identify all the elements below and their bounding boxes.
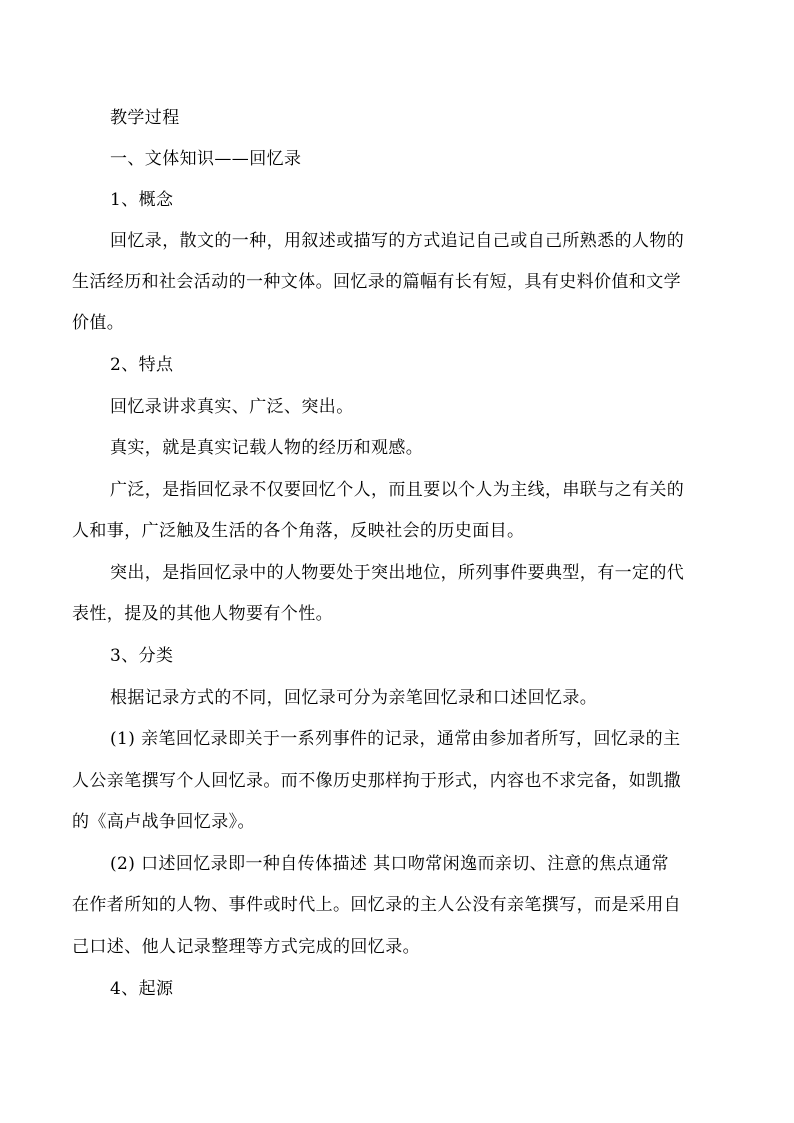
classification-para3-line1: (2) 口述回忆录即一种自传体描述 其口吻常闲逸而亲切、注意的焦点通常 <box>110 854 669 874</box>
classification-para1: 根据记录方式的不同，回忆录可分为亲笔回忆录和口述回忆录。 <box>110 688 598 708</box>
features-para3-line2: 人和事，广泛触及生活的各个角落，反映社会的历史面目。 <box>72 521 525 541</box>
item1-title: 1、概念 <box>110 190 174 210</box>
features-para1: 回忆录讲求真实、广泛、突出。 <box>110 397 354 417</box>
concept-para-line2: 生活经历和社会活动的一种文体。回忆录的篇幅有长有短，具有史料价值和文学 <box>72 272 681 292</box>
features-para4-line1: 突出，是指回忆录中的人物要处于突出地位，所列事件要典型，有一定的代 <box>110 563 685 583</box>
features-para2: 真实，就是真实记载人物的经历和观感。 <box>110 438 424 458</box>
item3-title: 3、分类 <box>110 646 174 666</box>
classification-para3-line2: 在作者所知的人物、事件或时代上。回忆录的主人公没有亲笔撰写，而是采用自 <box>72 895 681 915</box>
section-title: 一、文体知识——回忆录 <box>110 149 302 169</box>
classification-para2-line1: (1) 亲笔回忆录即关于一系列事件的记录，通常由参加者所写，回忆录的主 <box>110 729 681 749</box>
features-para3-line1: 广泛，是指回忆录不仅要回忆个人，而且要以个人为主线，串联与之有关的 <box>110 480 685 500</box>
item2-title: 2、特点 <box>110 355 174 375</box>
concept-para-line1: 回忆录，散文的一种，用叙述或描写的方式追记自己或自己所熟悉的人物的 <box>110 231 685 251</box>
classification-para2-line3: 的《高卢战争回忆录》。 <box>72 812 255 832</box>
heading: 教学过程 <box>110 108 180 128</box>
classification-para2-line2: 人公亲笔撰写个人回忆录。而不像历史那样拘于形式，内容也不求完备，如凯撒 <box>72 771 681 791</box>
concept-para-line3: 价值。 <box>72 313 125 333</box>
classification-para3-line3: 己口述、他人记录整理等方式完成的回忆录。 <box>72 937 420 957</box>
features-para4-line2: 表性，提及的其他人物要有个性。 <box>72 604 333 624</box>
item4-title: 4、起源 <box>110 979 174 999</box>
